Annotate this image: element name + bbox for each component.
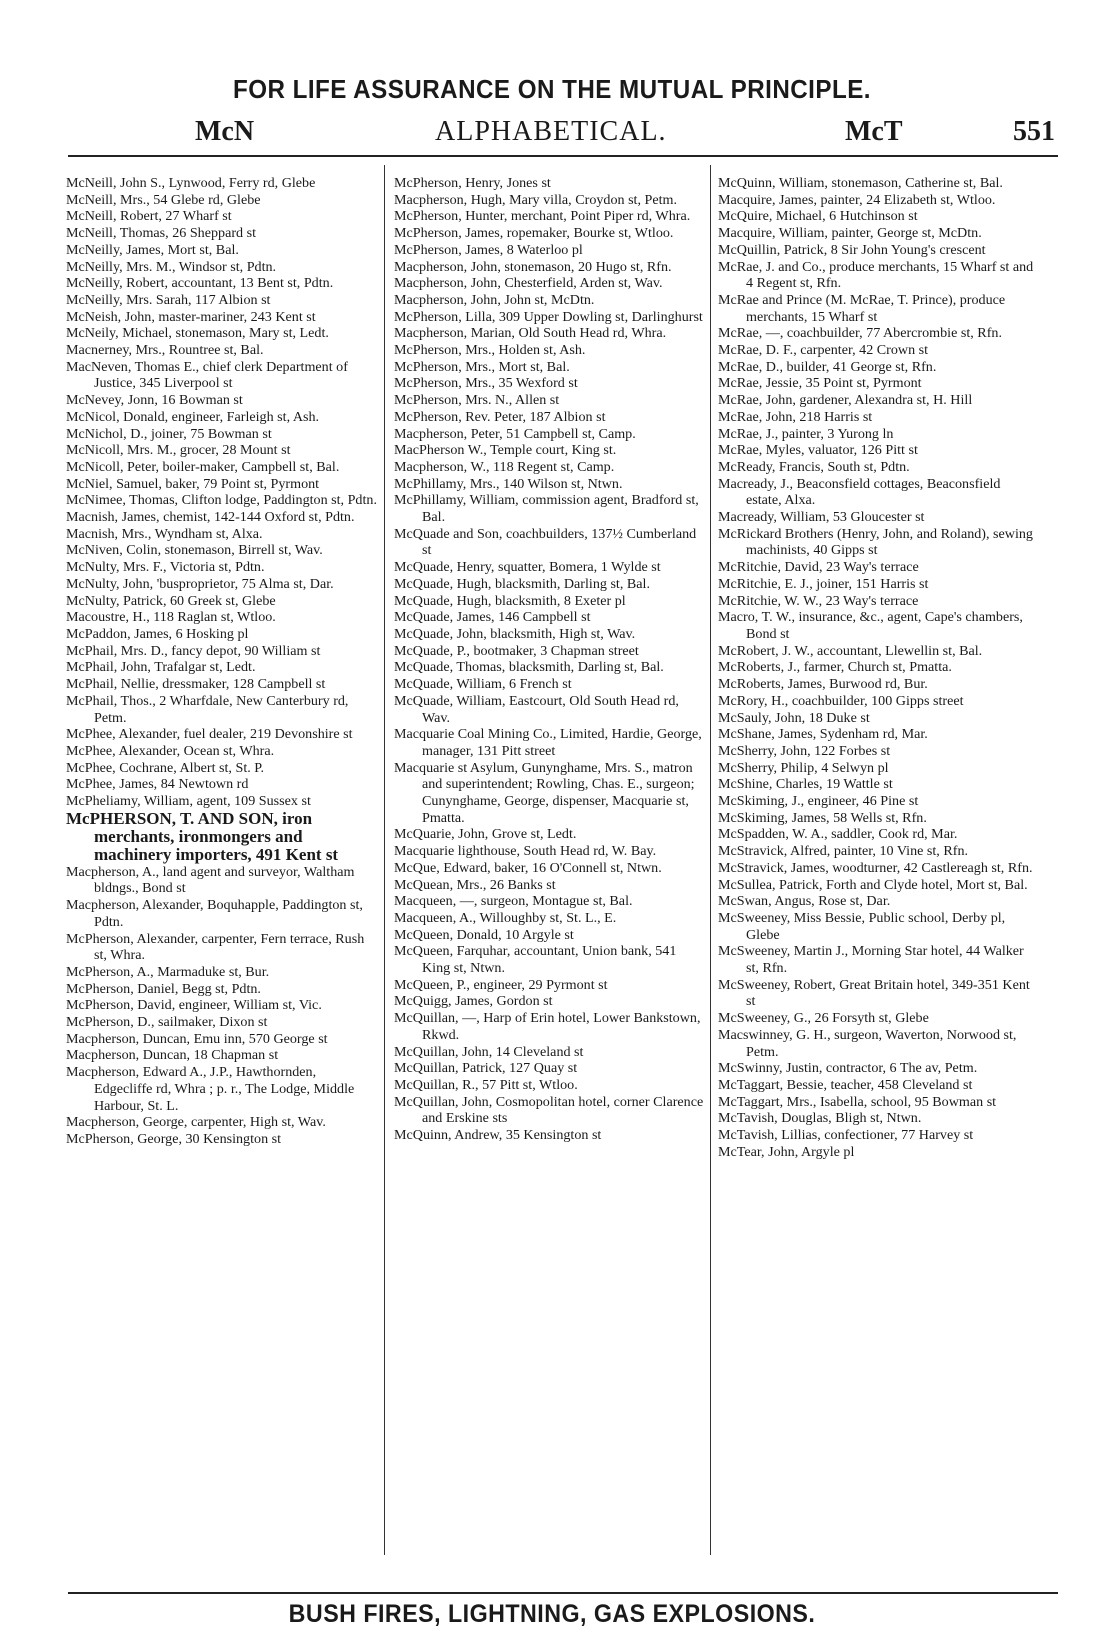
directory-entry: Macpherson, Alexander, Boquhapple, Paddington st, Pdtn. [66,897,363,930]
running-header [175,116,1055,152]
bottom-banner: BUSH FIRES, LIGHTNING, GAS EXPLOSIONS. [288,1600,816,1628]
directory-entry: McNeill, John S., Lynwood, Ferry rd, Glebe [66,175,316,191]
directory-entry: McSkiming, James, 58 Wells st, Rfn. [718,809,927,826]
directory-entry: McSherry, Philip, 4 Selwyn pl [718,759,889,776]
directory-entry: Macro, T. W., insurance, &c., agent, Cape's chambers, Bond st [718,609,1023,642]
directory-entry: Macpherson, John, stonemason, 20 Hugo st, Rfn. [394,258,672,275]
directory-entry: McRoberts, James, Burwood rd, Bur. [718,676,928,693]
directory-entry: McNeilly, Mrs. Sarah, 117 Albion st [66,291,271,308]
directory-entry: McPherson, George, 30 Kensington st [66,1130,282,1147]
directory-entry: McNimee, Thomas, Clifton lodge, Paddington st, Pdtn. [66,492,377,509]
directory-entry: McShane, James, Sydenham rd, Mar. [718,726,928,743]
directory-entry: McQuade, William, 6 French st [394,676,572,693]
directory-entry: Macpherson, Edward A., J.P., Hawthornden, Edgecliffe rd, Whra ; p. r., The Lodge, Middle Harbour, St. L. [66,1064,355,1114]
directory-entry: McQuade, James, 146 Campbell st [394,609,591,626]
directory-entry: McPherson, Mrs., Holden st, Ash. [394,342,586,359]
directory-entry: McQuire, Michael, 6 Hutchinson st [718,208,918,225]
directory-entry: McPherson, Rev. Peter, 187 Albion st [394,408,606,425]
directory-entry: McQuade, William, Eastcourt, Old South Head rd, Wav. [394,692,679,726]
directory-entry: McPherson, James, ropemaker, Bourke st, Wtloo. [394,225,674,242]
directory-entry: McPhail, Nellie, dressmaker, 128 Campbell st [66,676,326,693]
directory-entry: McQuade, Hugh, blacksmith, Darling st, Bal. [394,575,650,592]
directory-entry: Macpherson, John, John st, McDtn. [394,291,595,308]
directory-entry: Macqueen, A., Willoughby st, St. L., E. [394,909,617,926]
directory-entry: McReady, Francis, South st, Pdtn. [718,458,910,475]
directory-entry: McRae, D., builder, 41 George st, Rfn. [718,358,937,375]
directory-entry: McQuillin, Patrick, 8 Sir John Young's crescent [718,241,986,258]
directory-entry: McPaddon, James, 6 Hosking pl [66,625,249,642]
directory-entry: McQuade, Hugh, blacksmith, 8 Exeter pl [394,592,626,609]
directory-entry: McPhee, Alexander, Ocean st, Whra. [66,742,275,759]
directory-entry: McNicoll, Peter, boiler-maker, Campbell st, Bal. [66,458,340,475]
directory-entry: Macqueen, —, surgeon, Montague st, Bal. [394,893,633,910]
directory-entry: Macready, William, 53 Gloucester st [718,509,925,526]
directory-entry: McPhee, Alexander, fuel dealer, 219 Devonshire st [66,726,353,743]
directory-entry: Macquarie st Asylum, Gunynghame, Mrs. S., matron and superintendent; Rowling, Chas. E., surgeon; Cunynghame, George, dispenser, Macquarie st, Pmatta. [394,759,695,826]
directory-entry: Macoustre, H., 118 Raglan st, Wtloo. [66,609,276,626]
directory-entry: McPhail, Thos., 2 Wharfdale, New Canterbury rd, Petm. [66,692,349,726]
directory-entry: McSkiming, J., engineer, 46 Pine st [718,793,919,810]
directory-entry: McPherson, Mrs., Mort st, Bal. [394,358,570,375]
directory-entry: McNevey, Jonn, 16 Bowman st [66,392,243,409]
directory-entry: McPherson, Hunter, merchant, Point Piper rd, Whra. [394,208,691,225]
directory-entry: McStravick, James, woodturner, 42 Castlereagh st, Rfn. [718,859,1033,876]
directory-entry: McRae, John, 218 Harris st [718,408,873,425]
directory-entry: MacNeven, Thomas E., chief clerk Department of Justice, 345 Liverpool st [66,358,348,392]
directory-entry: Macquarie Coal Mining Co., Limited, Hardie, George, manager, 131 Pitt street [394,726,702,759]
directory-entry: McQuade, Thomas, blacksmith, Darling st, Bal. [394,659,664,676]
directory-entry: McRae and Prince (M. McRae, T. Prince), produce merchants, 15 Wharf st [718,291,1006,325]
directory-entry: McNiel, Samuel, baker, 79 Point st, Pyrmont [66,475,320,492]
directory-entry: McNulty, Patrick, 60 Greek st, Glebe [66,592,276,609]
directory-entry: Macquarie lighthouse, South Head rd, W. Bay. [394,843,657,860]
directory-entry: McRoberts, J., farmer, Church st, Pmatta. [718,659,952,676]
directory-entry: McQuade, P., bootmaker, 3 Chapman street [394,642,639,659]
directory-entry: Macpherson, Hugh, Mary villa, Croydon st, Petm. [394,191,678,208]
directory-entry: McSwan, Angus, Rose st, Dar. [718,893,891,910]
directory-entry: Macpherson, Duncan, Emu inn, 570 George st [66,1030,328,1047]
directory-entry: McRae, J., painter, 3 Yurong ln [718,425,894,442]
directory-entry: Macquire, William, painter, George st, McDtn. [718,225,982,242]
top-rule [68,155,1058,157]
directory-column-2 [394,175,704,1565]
directory-entry: McQuinn, Andrew, 35 Kensington st [394,1127,602,1144]
directory-entry: McSherry, John, 122 Forbes st [718,742,891,759]
directory-entry: Macnish, Mrs., Wyndham st, Alxa. [66,525,263,542]
directory-entry: McPherson, D., sailmaker, Dixon st [66,1014,268,1031]
directory-entry: McNeilly, Robert, accountant, 13 Bent st, Pdtn. [66,275,334,292]
directory-entry: McSullea, Patrick, Forth and Clyde hotel, Mort st, Bal. [718,876,1028,893]
header-range-end: McT [845,116,903,147]
header-section-title: ALPHABETICAL. [435,116,667,147]
bottom-rule [68,1592,1058,1594]
directory-column-3 [718,175,1038,1565]
column-divider [710,165,711,1555]
directory-entry: McPherson, Lilla, 309 Upper Dowling st, Darlinghurst [394,308,703,325]
directory-entry: McPhail, Mrs. D., fancy depot, 90 William st [66,642,321,659]
directory-entry: McQuillan, John, 14 Cleveland st [394,1043,584,1060]
directory-entry: McNeilly, James, Mort st, Bal. [66,241,239,258]
directory-entry: McSpadden, W. A., saddler, Cook rd, Mar. [718,826,958,843]
directory-entry: McQue, Edward, baker, 16 O'Connell st, Ntwn. [394,859,662,876]
directory-entry: McTaggart, Mrs., Isabella, school, 95 Bowman st [718,1093,997,1110]
directory-entry: McRobert, J. W., accountant, Llewellin st, Bal. [718,642,983,659]
directory-entry: McRitchie, W. W., 23 Way's terrace [718,592,919,609]
directory-entry: McSweeney, Martin J., Morning Star hotel, 44 Walker st, Rfn. [718,943,1024,977]
directory-entry: McPherson, Mrs., 35 Wexford st [394,375,578,392]
directory-entry: McNeilly, Mrs. M., Windsor st, Pdtn. [66,258,277,275]
directory-entry: McQuillan, R., 57 Pitt st, Wtloo. [394,1076,578,1093]
directory-entry: Macquire, James, painter, 24 Elizabeth st, Wtloo. [718,191,996,208]
directory-entry: McRitchie, E. J., joiner, 151 Harris st [718,575,929,592]
directory-entry: McPherson, Daniel, Begg st, Pdtn. [66,980,261,997]
header-range-start: McN [195,116,255,147]
directory-entry: McNiven, Colin, stonemason, Birrell st, Wav. [66,542,323,559]
directory-entry: McQuillan, John, Cosmopolitan hotel, corner Clarence and Erskine sts [394,1093,704,1127]
directory-entry: McQuade and Son, coachbuilders, 137½ Cumberland st [394,525,697,559]
directory-entry: McRae, D. F., carpenter, 42 Crown st [718,342,929,359]
directory-entry: Macswinney, G. H., surgeon, Waverton, Norwood st, Petm. [718,1026,1017,1060]
directory-entry: McRory, H., coachbuilder, 100 Gipps street [718,692,964,709]
directory-entry: McTavish, Lillias, confectioner, 77 Harvey st [718,1127,974,1144]
directory-entry: McQuade, John, blacksmith, High st, Wav. [394,625,636,642]
directory-entry: McQueen, P., engineer, 29 Pyrmont st [394,976,608,993]
directory-entry: McRitchie, David, 23 Way's terrace [718,559,919,576]
directory-entry: McNichol, D., joiner, 75 Bowman st [66,425,272,442]
directory-entry: McPherson, Henry, Jones st [394,175,551,191]
directory-entry: McPhillamy, Mrs., 140 Wilson st, Ntwn. [394,475,623,492]
directory-entry: McSweeney, Miss Bessie, Public school, Derby pl, Glebe [718,909,1006,943]
directory-entry: MacPherson W., Temple court, King st. [394,442,617,459]
directory-entry: Macready, J., Beaconsfield cottages, Beaconsfield estate, Alxa. [718,475,1001,509]
directory-entry: McTear, John, Argyle pl [718,1143,855,1160]
directory-entry: McSwinny, Justin, contractor, 6 The av, Petm. [718,1060,978,1077]
directory-entry: Macpherson, Duncan, 18 Chapman st [66,1047,279,1064]
directory-entry: McPherson, A., Marmaduke st, Bur. [66,963,270,980]
directory-entry: McRae, Myles, valuator, 126 Pitt st [718,442,918,459]
directory-entry: McNulty, Mrs. F., Victoria st, Pdtn. [66,559,265,576]
directory-entry: McSweeney, Robert, Great Britain hotel, 349-351 Kent st [718,976,1030,1010]
directory-entry: McPHERSON, T. AND SON, iron merchants, ironmongers and machinery importers, 491 Kent st [66,808,339,864]
directory-entry: McPherson, David, engineer, William st, Vic. [66,997,322,1014]
directory-entry: McRae, —, coachbuilder, 77 Abercrombie st, Rfn. [718,325,1002,342]
directory-entry: McPherson, Mrs. N., Allen st [394,392,560,409]
directory-entry: McPhee, Cochrane, Albert st, St. P. [66,759,265,776]
directory-entry: McPherson, James, 8 Waterloo pl [394,241,583,258]
directory-entry: Macpherson, John, Chesterfield, Arden st, Wav. [394,275,663,292]
directory-entry: McQuillan, Patrick, 127 Quay st [394,1060,578,1077]
directory-entry: McQuarie, John, Grove st, Ledt. [394,826,577,843]
directory-entry: McTaggart, Bessie, teacher, 458 Cleveland st [718,1076,973,1093]
directory-entry: McPhillamy, William, commission agent, Bradford st, Bal. [394,492,699,526]
directory-entry: McQuillan, —, Harp of Erin hotel, Lower Bankstown, Rkwd. [394,1010,701,1043]
directory-entry: McNicoll, Mrs. M., grocer, 28 Mount st [66,442,291,459]
top-banner: FOR LIFE ASSURANCE ON THE MUTUAL PRINCIPLE. [233,74,871,104]
directory-entry: McNeily, Michael, stonemason, Mary st, Ledt. [66,325,329,342]
directory-entry: Macnerney, Mrs., Rountree st, Bal. [66,342,264,359]
directory-entry: McPherson, Alexander, carpenter, Fern terrace, Rush st, Whra. [66,930,365,964]
directory-entry: McQueen, Farquhar, accountant, Union bank, 541 King st, Ntwn. [394,943,677,977]
directory-entry: McStravick, Alfred, painter, 10 Vine st, Rfn. [718,843,969,860]
directory-entry: McQuinn, William, stonemason, Catherine st, Bal. [718,175,1003,191]
directory-entry: McPheliamy, William, agent, 109 Sussex st [66,793,311,810]
directory-entry: Macpherson, Marian, Old South Head rd, Whra. [394,325,667,342]
directory-entry: McSweeney, G., 26 Forsyth st, Glebe [718,1010,929,1027]
directory-entry: Macpherson, George, carpenter, High st, Wav. [66,1114,326,1131]
directory-entry: McRae, John, gardener, Alexandra st, H. Hill [718,392,973,409]
directory-entry: McPhee, James, 84 Newtown rd [66,776,249,793]
directory-entry: Macnish, James, chemist, 142-144 Oxford st, Pdtn. [66,509,355,526]
directory-entry: McRae, Jessie, 35 Point st, Pyrmont [718,375,922,392]
directory-entry: Macpherson, A., land agent and surveyor, Waltham bldngs., Bond st [66,863,355,897]
directory-column-1 [66,175,378,1565]
directory-entry: Macpherson, W., 118 Regent st, Camp. [394,458,615,475]
directory-entry: McRae, J. and Co., produce merchants, 15 Wharf st and 4 Regent st, Rfn. [718,258,1034,292]
directory-entry: McSauly, John, 18 Duke st [718,709,870,726]
directory-entry: McPhail, John, Trafalgar st, Ledt. [66,659,256,676]
directory-entry: McNeill, Thomas, 26 Sheppard st [66,225,256,242]
directory-entry: McQueen, Donald, 10 Argyle st [394,926,574,943]
directory-entry: McTavish, Douglas, Bligh st, Ntwn. [718,1110,922,1127]
directory-entry: McQuean, Mrs., 26 Banks st [394,876,556,893]
page-number: 551 [1013,116,1055,147]
directory-entry: McNulty, John, 'busproprietor, 75 Alma st, Dar. [66,575,334,592]
directory-entry: McQuade, Henry, squatter, Bomera, 1 Wylde st [394,559,661,576]
directory-entry: McNicol, Donald, engineer, Farleigh st, Ash. [66,408,320,425]
directory-entry: McShine, Charles, 19 Wattle st [718,776,893,793]
directory-entry: McQuigg, James, Gordon st [394,993,553,1010]
directory-entry: McNeill, Mrs., 54 Glebe rd, Glebe [66,191,261,208]
directory-entry: McNeill, Robert, 27 Wharf st [66,208,232,225]
directory-entry: McNeish, John, master-mariner, 243 Kent st [66,308,316,325]
directory-entry: McRickard Brothers (Henry, John, and Roland), sewing machinists, 40 Gipps st [718,525,1033,559]
column-divider [384,165,385,1555]
directory-entry: Macpherson, Peter, 51 Campbell st, Camp. [394,425,636,442]
